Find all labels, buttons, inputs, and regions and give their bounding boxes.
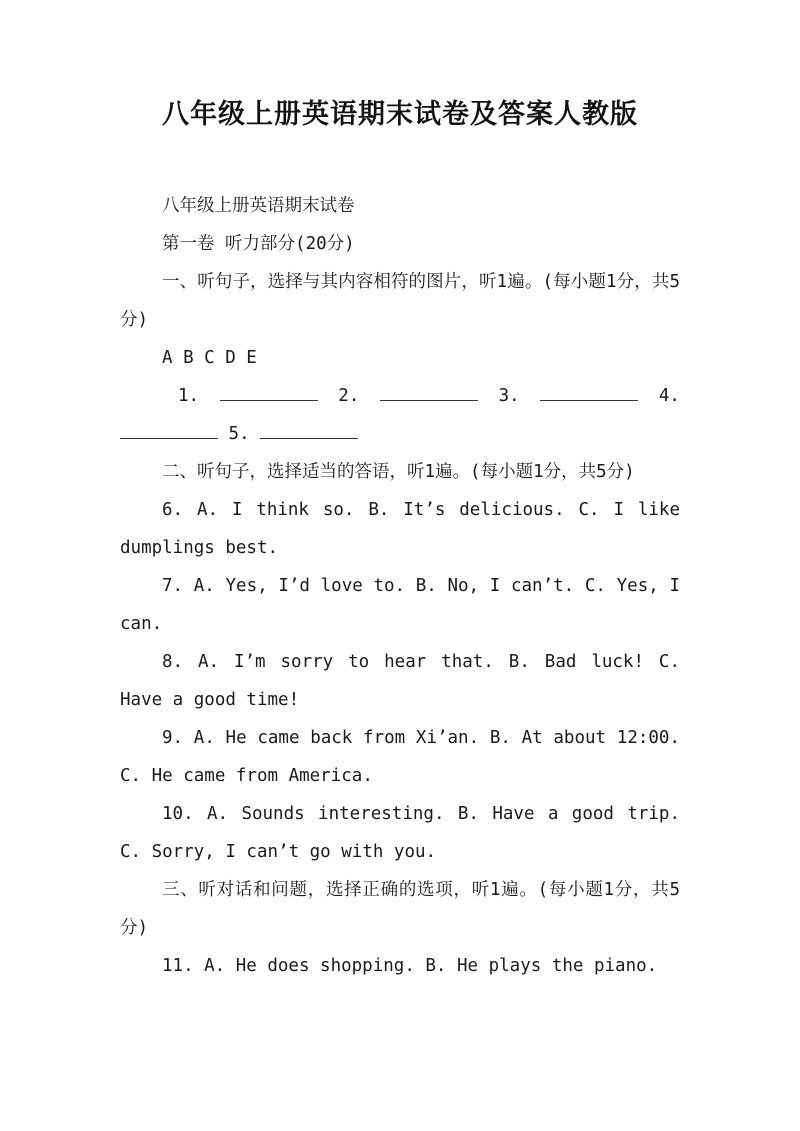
question-8: 8. A. I’m sorry to hear that. B. Bad luck! C. Have a good time!: [120, 652, 680, 710]
document-body: [120, 187, 680, 985]
blank-label-3: 3.: [498, 386, 520, 406]
blank-label-1: 1.: [178, 386, 200, 406]
answer-blank-5[interactable]: [260, 418, 358, 439]
answer-blanks-continued: [120, 415, 680, 453]
question-9: 9. A. He came back from Xi’an. B. At about 12:00. C. He came from America.: [120, 728, 680, 786]
question-10: 10. A. Sounds interesting. B. Have a good trip. C. Sorry, I can’t go with you.: [120, 804, 680, 862]
section-2-instruction: 二、听句子，选择适当的答语，听1遍。(每小题1分，共5分): [162, 462, 635, 482]
question-11: 11. A. He does shopping. B. He plays the piano.: [162, 956, 658, 976]
blank-label-4: 4.: [658, 386, 680, 406]
answer-blank-2[interactable]: [380, 380, 478, 401]
document-title: 八年级上册英语期末试卷及答案人教版: [162, 99, 638, 130]
answer-blank-4[interactable]: [120, 418, 218, 439]
part-heading: 第一卷 听力部分(20分): [162, 234, 355, 254]
answer-blank-1[interactable]: [220, 380, 318, 401]
section-3-instruction: 三、听对话和问题，选择正确的选项，听1遍。(每小题1分，共5分): [120, 880, 680, 938]
answer-blanks: [120, 377, 680, 415]
section-1-instruction: 一、听句子，选择与其内容相符的图片，听1遍。(每小题1分，共5分): [120, 272, 680, 330]
blank-label-5: 5.: [228, 424, 250, 444]
exam-subtitle: 八年级上册英语期末试卷: [162, 196, 355, 216]
question-7: 7. A. Yes, I’d love to. B. No, I can’t. C. Yes, I can.: [120, 576, 680, 634]
question-6: 6. A. I think so. B. It’s delicious. C. I like dumplings best.: [120, 500, 680, 558]
blank-label-2: 2.: [338, 386, 360, 406]
picture-letters: A B C D E: [162, 348, 257, 368]
answer-blank-3[interactable]: [540, 380, 638, 401]
